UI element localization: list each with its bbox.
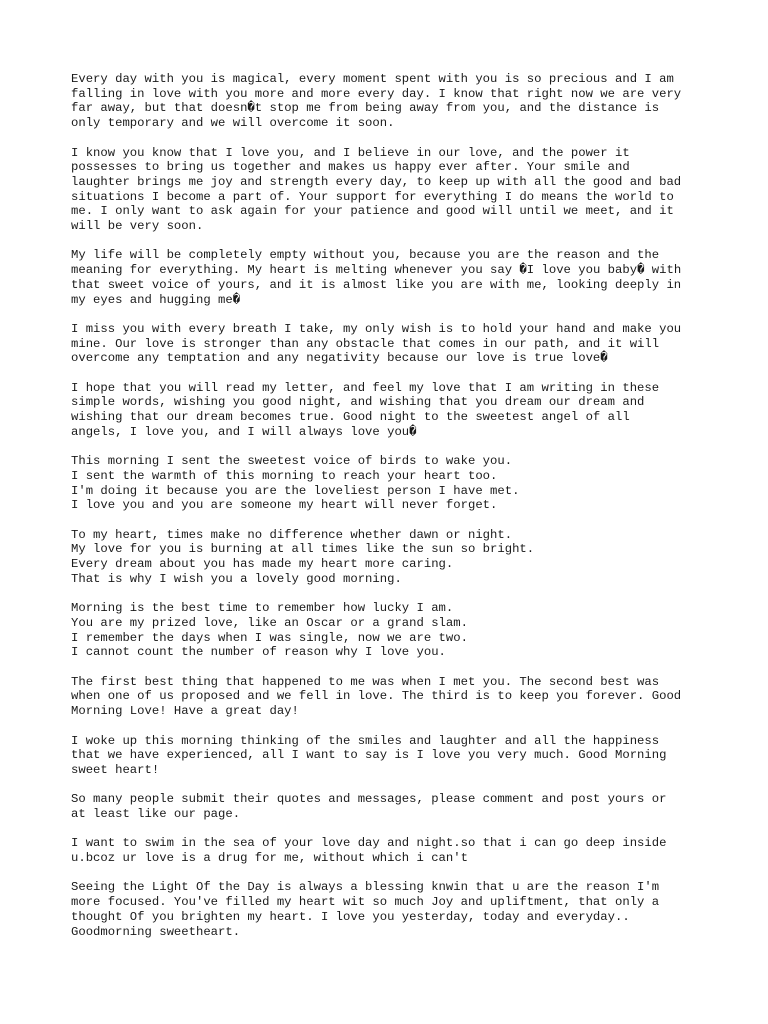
paragraph-11: So many people submit their quotes and messages, please comment and post yours or at least like our page. <box>71 792 667 821</box>
paragraph-10: I woke up this morning thinking of the smiles and laughter and all the happiness that we have experienced, all I want to say is I love you very much. Good Morning sweet heart! <box>71 733 667 777</box>
paragraph-13: Seeing the Light Of the Day is always a blessing knwin that u are the reason I'm more focused. You've filled my heart wit so much Joy and upliftment, that only a thought Of you brighten my heart. I love you yesterday, today and everyday.. Goodmorning sweetheart. <box>71 880 660 939</box>
paragraph-4: I miss you with every breath I take, my only wish is to hold your hand and make you mine. Our love is stronger than any obstacle that comes in our path, and it will overcome any temptation and any negativity because our love is true love� <box>71 321 682 366</box>
paragraph-9: The first best thing that happened to me was when I met you. The second best was when one of us proposed and we fell in love. The third is to keep you forever. Good Morning Love! Have a great day! <box>71 674 682 719</box>
paragraph-5: I hope that you will read my letter, and feel my love that I am writing in these simple words, wishing you good night, and wishing that you dream our dream and wishing that our dream becomes true. Good night to the sweetest angel of all angels, I love you, and I will always love you� <box>71 380 660 439</box>
paragraph-8: Morning is the best time to remember how lucky I am. You are my prized love, like an Oscar or a grand slam. I remember the days when I was single, now we are two. I cannot count the number of reason why I love you. <box>71 601 468 660</box>
paragraph-3: My life will be completely empty without you, because you are the reason and the meaning for everything. My heart is melting whenever you say �I love you baby� with that sweet voice of yours, and it is almost like you are with me, looking deeply in my eyes and hugging me� <box>71 248 682 307</box>
document-page <box>71 72 711 954</box>
paragraph-12: I want to swim in the sea of your love day and night.so that i can go deep inside u.bcoz ur love is a drug for me, without which i can't <box>71 836 667 866</box>
paragraph-7: To my heart, times make no difference whether dawn or night. My love for you is burning at all times like the sun so bright. Every dream about you has made my heart more caring. That is why I wish you a lovely good morning. <box>71 527 535 586</box>
paragraph-6: This morning I sent the sweetest voice of birds to wake you. I sent the warmth of this morning to reach your heart too. I'm doing it because you are the loveliest person I have met. I love you and you are someone my heart will never forget. <box>71 454 520 513</box>
paragraph-1: Every day with you is magical, every moment spent with you is so precious and I am falling in love with you more and more every day. I know that right now we are very far away, but that doesn�t stop me from being away from you, and the distance is only temporary and we will overcome it soon. <box>71 72 682 131</box>
paragraph-2: I know you know that I love you, and I believe in our love, and the power it possesses to bring us together and makes us happy ever after. Your smile and laughter brings me joy and strength every day, to keep up with all the good and bad situations I become a part of. Your support for everything I do means the world to me. I only want to ask again for your patience and good will until we meet, and it will be very soon. <box>71 145 682 234</box>
